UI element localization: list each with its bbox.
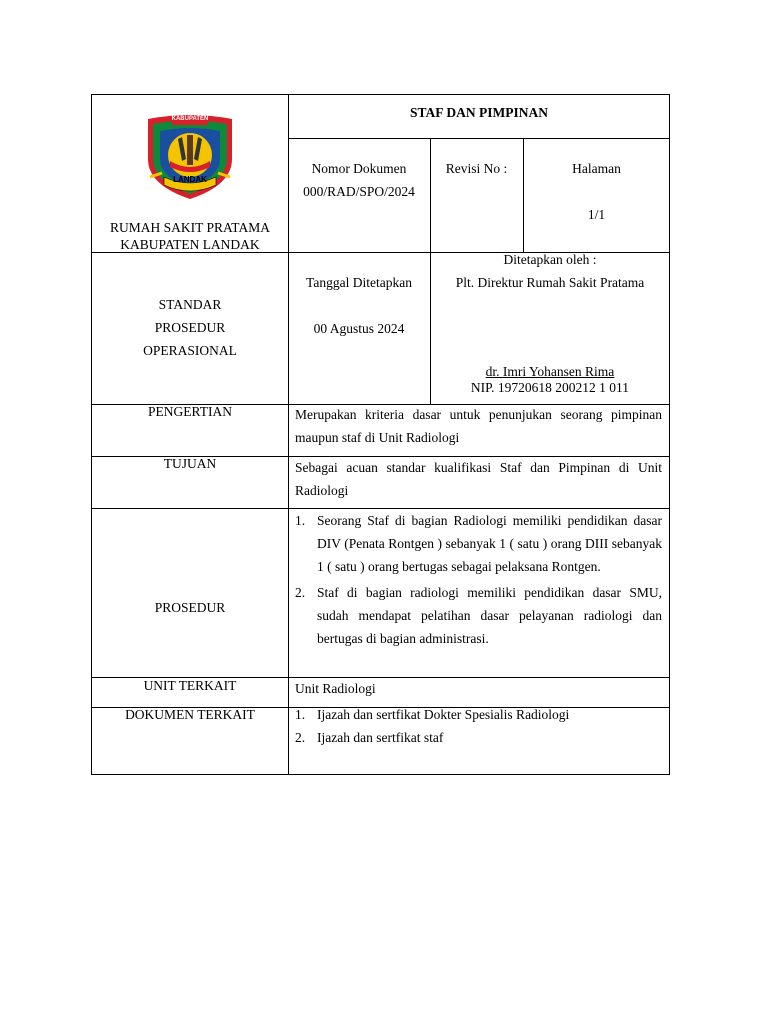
- tanggal-ditetapkan-label: Tanggal Ditetapkan: [306, 275, 412, 290]
- dokumen-item: 1. Ijazah dan sertfikat Dokter Spesialis Radiologi: [295, 707, 570, 722]
- nomor-dokumen-label: Nomor Dokumen: [311, 161, 407, 176]
- signer-nip: NIP. 19720618 200212 1 011: [470, 380, 630, 395]
- hospital-name-line1: RUMAH SAKIT PRATAMA: [110, 220, 270, 235]
- divider-title: [288, 138, 670, 139]
- ditetapkan-oleh-value: Plt. Direktur Rumah Sakit Pratama: [455, 275, 645, 290]
- sop-document: [91, 94, 670, 775]
- prosedur-item-text: Staf di bagian radiologi memiliki pendidikan dasar SMU, sudah mendapat pelatihan dasar pelayanan radiologi dan bertugas di bagian administrasi.: [317, 585, 662, 646]
- hospital-name-line2: KABUPATEN LANDAK: [120, 237, 260, 252]
- spo-line-standar: STANDAR: [158, 297, 222, 312]
- tujuan-label: TUJUAN: [163, 456, 217, 471]
- divider-nomor-revisi: [430, 138, 431, 252]
- spo-line-prosedur: PROSEDUR: [154, 320, 226, 335]
- halaman-label: Halaman: [572, 161, 621, 176]
- signer-name: dr. Imri Yohansen Rima: [485, 364, 615, 379]
- dokumen-terkait-list: [295, 703, 662, 749]
- tujuan-text: Sebagai acuan standar kualifikasi Staf dan Pimpinan di Unit Radiologi: [295, 460, 662, 498]
- prosedur-item: 2. Staf di bagian radiologi memiliki pendidikan dasar SMU, sudah mendapat pelatihan dasar pelayanan radiologi dan bertugas di bagian administrasi.: [295, 585, 662, 646]
- halaman-value: 1/1: [587, 207, 606, 222]
- dokumen-item-text: Ijazah dan sertfikat Dokter Spesialis Radiologi: [317, 707, 570, 722]
- dokumen-item: 2. Ijazah dan sertfikat staf: [295, 730, 444, 745]
- unit-terkait-text: Unit Radiologi: [295, 681, 376, 696]
- tanggal-ditetapkan-value: 00 Agustus 2024: [313, 321, 405, 336]
- spo-line-operasional: OPERASIONAL: [143, 343, 237, 358]
- document-title: STAF DAN PIMPINAN: [410, 105, 548, 120]
- dokumen-terkait-label: DOKUMEN TERKAIT: [125, 707, 255, 722]
- dokumen-item-text: Ijazah dan sertfikat staf: [317, 730, 444, 745]
- prosedur-item: 1. Seorang Staf di bagian Radiologi memiliki pendidikan dasar DIV (Penata Rontgen ) sebanyak 1 ( satu ) orang DIII sebanyak 1 ( satu ) orang bertugas sebagai pelaksana Rontgen.: [295, 513, 662, 574]
- prosedur-item-text: Seorang Staf di bagian Radiologi memiliki pendidikan dasar DIV (Penata Rontgen ) sebanyak 1 ( satu ) orang DIII sebanyak 1 ( satu ) orang bertugas sebagai pelaksana Rontgen.: [317, 513, 662, 574]
- prosedur-label: PROSEDUR: [154, 600, 226, 615]
- logo-top-text: KABUPATEN: [171, 116, 209, 122]
- pengertian-label: PENGERTIAN: [148, 404, 232, 419]
- revisi-label: Revisi No :: [445, 161, 508, 176]
- divider-revisi-halaman: [523, 138, 524, 252]
- pengertian-text: Merupakan kriteria dasar untuk penunjukan seorang pimpinan maupun staf di Unit Radiologi: [295, 407, 662, 445]
- prosedur-list: [295, 509, 662, 650]
- kabupaten-landak-logo: [140, 115, 240, 201]
- nomor-dokumen-value: 000/RAD/SPO/2024: [303, 184, 415, 199]
- ditetapkan-oleh-label: Ditetapkan oleh :: [503, 252, 597, 267]
- unit-terkait-label: UNIT TERKAIT: [143, 678, 237, 693]
- logo-bottom-text: LANDAK: [173, 175, 207, 184]
